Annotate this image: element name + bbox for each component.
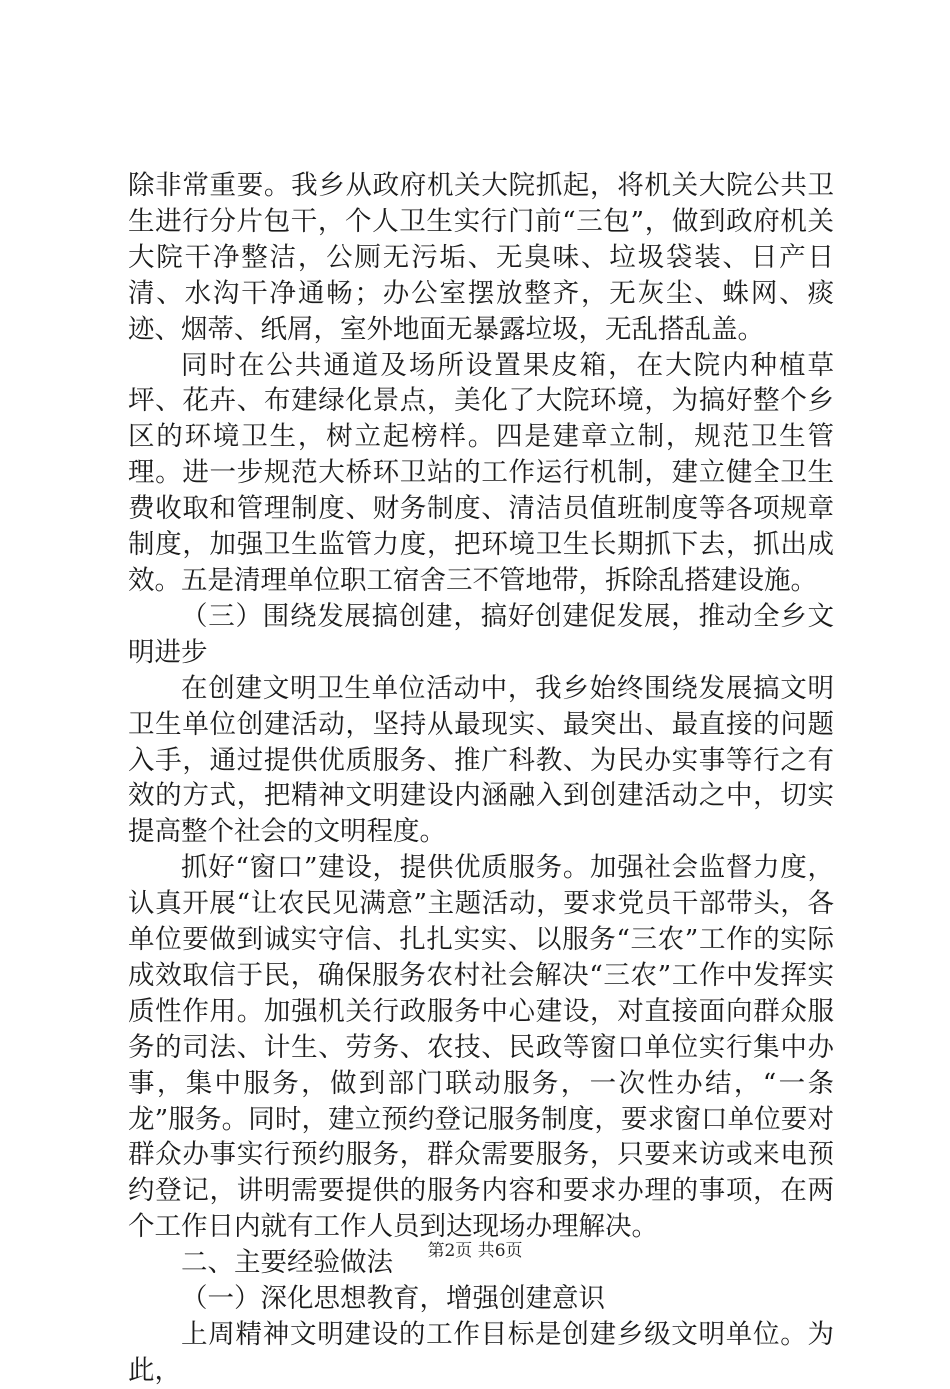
paragraph-work-goal: 上周精神文明建设的工作目标是创建乡级文明单位。为此，: [128, 1319, 834, 1386]
document-body: [128, 168, 834, 1389]
paragraph-window-service: 抓好“窗口”建设，提供优质服务。加强社会监督力度，认真开展“让农民见满意”主题活动，要求党员干部带头，各单位要做到诚实守信、扎扎实实、以服务“三农”工作的实际成效取信于民，确保服务农村社会解决“三农”工作中发挥实质性作用。加强机关行政服务中心建设，对直接面向群众服务的司法、计生、劳务、农技、民政等窗口单位实行集中办事，集中服务，做到部门联动服务，一次性办结，“一条龙”服务。同时，建立预约登记服务制度，要求窗口单位要对群众办事实行预约服务，群众需要服务，只要来访或来电预约登记，讲明需要提供的服务内容和要求办理的事项，在两个工作日内就有工作人员到达现场办理解决。: [128, 852, 834, 1243]
subsection-heading-1: （一）深化思想教育，增强创建意识: [181, 1283, 605, 1315]
paragraph-continuation: 除非常重要。我乡从政府机关大院抓起，将机关大院公共卫生进行分片包干，个人卫生实行门前“三包”，做到政府机关大院干净整洁，公厕无污垢、无臭味、垃圾袋装、日产日清、水沟干净通畅；办公室摆放整齐，无灰尘、蛛网、痰迹、烟蒂、纸屑，室外地面无暴露垃圾，无乱搭乱盖。: [128, 170, 834, 345]
paragraph-civilized-unit: 在创建文明卫生单位活动中，我乡始终围绕发展搞文明卫生单位创建活动，坚持从最现实、最突出、最直接的问题入手，通过提供优质服务、推广科教、为民办实事等行之有效的方式，把精神文明建设内涵融入到创建活动之中，切实提高整个社会的文明程度。: [128, 672, 834, 848]
paragraph-public-area: 同时在公共通道及场所设置果皮箱，在大院内种植草坪、花卉、布建绿化景点，美化了大院环境，为搞好整个乡区的环境卫生，树立起榜样。四是建章立制，规范卫生管理。进一步规范大桥环卫站的工作运行机制，建立健全卫生费收取和管理制度、财务制度、清洁员值班制度等各项规章制度，加强卫生监管力度，把环境卫生长期抓下去，抓出成效。五是清理单位职工宿舍三不管地带，拆除乱搭建设施。: [128, 349, 834, 596]
page-number-footer: 第2页 共6页: [427, 1241, 523, 1261]
section-heading-3: （三）围绕发展搞创建，搞好创建促发展，推动全乡文明进步: [128, 600, 834, 668]
section-heading-main-experience: 二、主要经验做法: [181, 1247, 393, 1279]
